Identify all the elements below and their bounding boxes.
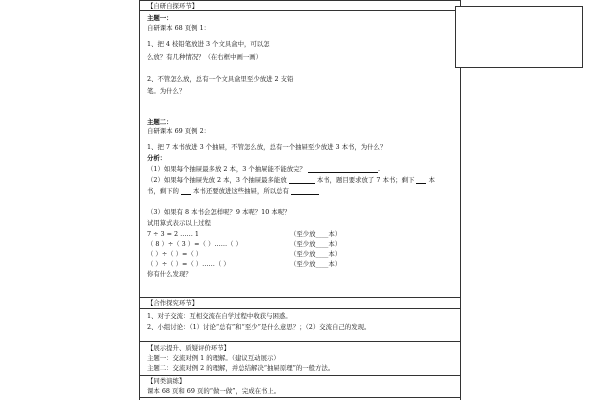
- topic1-subtitle: 自研课本 68 页例 1：: [147, 24, 211, 32]
- display-item-2: 主题二：交流对例 2 的理解，并总结解决“抽屉原理”的一般方法。: [147, 364, 335, 372]
- equation-2-result: （至少放____本）: [290, 240, 342, 248]
- equation-4: （ ）÷（ ）=（ ）……（ ）: [147, 260, 230, 268]
- analysis-1-text: （1）如果每个抽屉最多放 2 本，3 个抽屉能不能放完？: [147, 165, 306, 173]
- answer-blank[interactable]: [308, 166, 378, 173]
- analysis-2-tail: 本: [428, 176, 435, 184]
- topic1-title: 主题一：: [147, 14, 173, 22]
- divider: [140, 397, 460, 398]
- divider: [140, 297, 460, 298]
- analysis-label: 分析：: [147, 154, 167, 162]
- topic2-title: 主题二：: [147, 118, 173, 126]
- answer-blank[interactable]: [181, 188, 191, 195]
- analysis-2: [147, 176, 435, 184]
- display-item-1: 主题一：交流对例 1 的理解。（建议互动展示）: [147, 354, 280, 362]
- practice-header: 【同类演练】: [147, 377, 186, 385]
- self-study-header: 【自研自探环节】: [147, 2, 199, 10]
- equation-4-result: （至少放____本）: [290, 260, 342, 268]
- display-header: 【展示提升、质疑评价环节】: [147, 344, 231, 352]
- analysis-3-mid: 本书还要放进这些抽屉，所以总有: [193, 187, 289, 195]
- answer-blank[interactable]: [416, 177, 426, 184]
- analysis-2-mid: 本书，题目要求放了 7 本书；剩下: [316, 176, 415, 184]
- analysis-4: （3）如果有 8 本书会怎样呢？9 本呢？10 本呢？: [147, 208, 291, 216]
- divider: [140, 0, 460, 1]
- topic2-q1: 1、把 7 本书放进 3 个抽屉，不管怎么放，总有一个抽屉至少放进 3 本书，为什么？: [147, 143, 387, 151]
- analysis-3-text: 书，剩下的: [147, 187, 179, 195]
- drawing-answer-box[interactable]: [455, 6, 583, 68]
- topic1-q1-line2: 么放？有几种情况？（在右框中画一画）: [147, 53, 263, 61]
- worksheet: [139, 0, 461, 400]
- practice-item-1: 课本 68 页和 69 页的“做一做”，完成在书上。: [147, 387, 281, 395]
- topic2-subtitle: 自研课本 69 页例 2：: [147, 127, 211, 135]
- answer-blank[interactable]: [289, 177, 315, 184]
- topic1-q1-line1: 1、把 4 枝铅笔放进 3 个文具盒中，可以怎: [147, 40, 270, 48]
- analysis-2-text: （2）如果每个抽屉先放 2 本，3 个抽屉最多能放: [147, 176, 287, 184]
- analysis-5: 试用算式表示以上过程: [147, 219, 211, 227]
- equation-2: （ 8 ）÷（ 3 ）=（ ）……（ ）: [147, 240, 242, 248]
- equation-1: 7 ÷ 3 = 2 …… 1: [147, 230, 199, 238]
- cooperation-item-2: 2、小组讨论：（1）讨论“总有”和“至少”是什么意思？；（2）交流自己的发现。: [147, 323, 371, 331]
- topic1-q2-line1: 2、不管怎么放，总有一个文具盒里至少放进 2 支铅: [147, 75, 294, 83]
- discovery-question: 你有什么发现？: [147, 270, 192, 278]
- divider: [140, 341, 460, 342]
- answer-blank[interactable]: [291, 188, 319, 195]
- divider: [140, 308, 460, 309]
- equation-1-result: （至少放____本）: [290, 230, 342, 238]
- topic1-q2-line2: 笔。为什么？: [147, 87, 186, 95]
- divider: [140, 375, 460, 376]
- equation-3: （ ）÷（ ）=（ ）: [147, 250, 203, 258]
- cooperation-header: 【合作探究环节】: [147, 299, 199, 307]
- divider: [140, 10, 460, 11]
- analysis-3: [147, 187, 319, 195]
- cooperation-item-1: 1、对子交流：互相交流在自学过程中收获与困惑。: [147, 312, 292, 320]
- equation-3-result: （至少放____本）: [290, 250, 342, 258]
- analysis-1: （1）如果每个抽屉最多放 2 本，3 个抽屉能不能放完？ .: [147, 165, 380, 173]
